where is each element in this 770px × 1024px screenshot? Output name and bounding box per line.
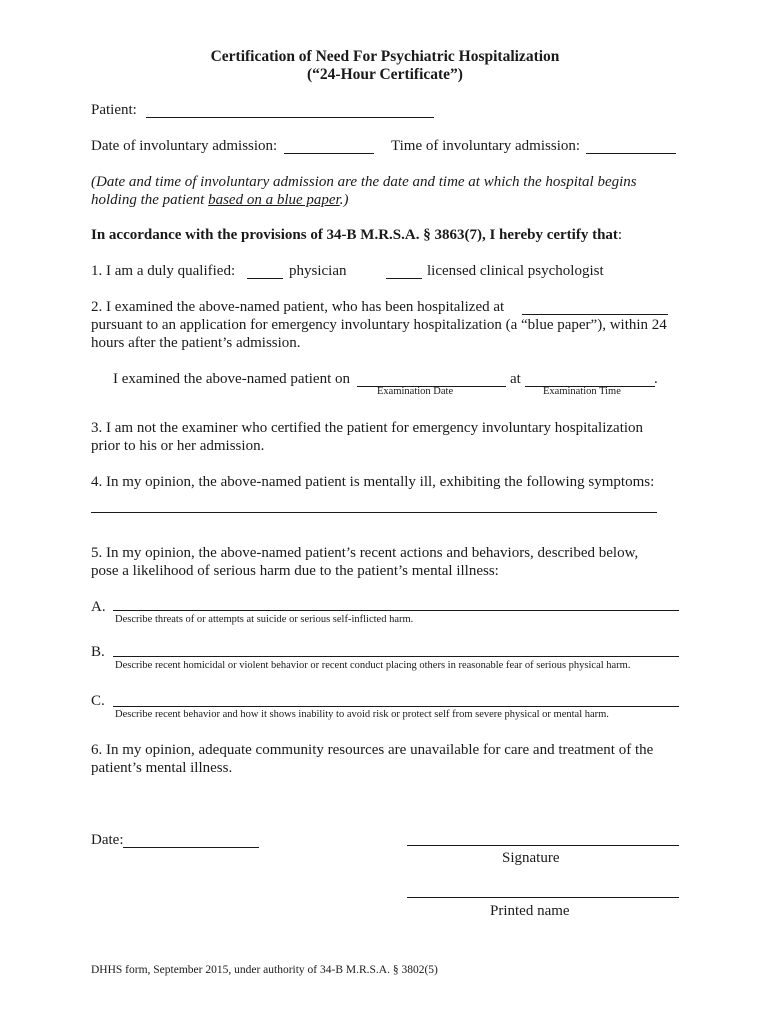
date-label: Date:: [91, 832, 124, 848]
time-admission-label: Time of involuntary admission:: [391, 138, 581, 154]
physician-checkbox-line[interactable]: [247, 278, 283, 279]
exam-date-caption: Examination Date: [377, 386, 454, 397]
exam-time-caption: Examination Time: [543, 386, 621, 397]
item2-line3: hours after the patient’s admission.: [91, 335, 301, 351]
date-field[interactable]: [123, 847, 259, 848]
item4-line1: 4. In my opinion, the above-named patient is mentally ill, exhibiting the following symptoms:: [91, 474, 655, 490]
patient-field[interactable]: [146, 117, 434, 118]
exam-period: .: [654, 371, 658, 387]
printed-name-label: Printed name: [490, 903, 570, 919]
date-admission-field[interactable]: [284, 153, 374, 154]
form-title: Certification of Need For Psychiatric Hospitalization: [210, 48, 560, 65]
certify-statement: [91, 226, 622, 244]
symptoms-field[interactable]: [91, 512, 657, 513]
item5-c-label: C.: [91, 693, 105, 709]
item5-line2: pose a likelihood of serious harm due to the patient’s mental illness:: [91, 563, 499, 579]
admission-note-line1: (Date and time of involuntary admission are the date and time at which the hospital begins: [91, 174, 637, 190]
item3-line2: prior to his or her admission.: [91, 438, 265, 454]
item3-line1: 3. I am not the examiner who certified the patient for emergency involuntary hospitalization: [91, 420, 644, 436]
patient-label: Patient:: [91, 102, 137, 118]
item5-b-field[interactable]: [113, 656, 679, 657]
item5-a-caption: Describe threats of or attempts at suicide or serious self-inflicted harm.: [115, 614, 414, 625]
exam-lead: I examined the above-named patient on: [113, 371, 350, 387]
item6-line1: 6. In my opinion, adequate community resources are unavailable for care and treatment of the: [91, 742, 654, 758]
certify-text: In accordance with the provisions of 34-B M.R.S.A. § 3863(7), I hereby certify that: [91, 227, 618, 243]
psychologist-checkbox-line[interactable]: [386, 278, 422, 279]
item2-line2: pursuant to an application for emergency involuntary hospitalization (a “blue paper”), within 24: [91, 317, 667, 333]
item2-line1: 2. I examined the above-named patient, who has been hospitalized at: [91, 299, 505, 315]
blue-paper-text: based on a blue paper: [208, 192, 340, 208]
item5-c-caption: Describe recent behavior and how it shows inability to avoid risk or protect self from severe physical or mental harm.: [115, 709, 609, 720]
form-footer: DHHS form, September 2015, under authority of 34-B M.R.S.A. § 3802(5): [91, 964, 438, 976]
certify-colon: :: [617, 227, 623, 243]
item5-c-field[interactable]: [113, 706, 679, 707]
item5-a-field[interactable]: [113, 610, 679, 611]
item6-line2: patient’s mental illness.: [91, 760, 233, 776]
time-admission-field[interactable]: [586, 153, 676, 154]
item5-b-caption: Describe recent homicidal or violent behavior or recent conduct placing others in reasonable fear of serious physical harm.: [115, 660, 631, 671]
physician-option: physician: [289, 263, 347, 279]
date-admission-label: Date of involuntary admission:: [91, 138, 278, 154]
item5-line1: 5. In my opinion, the above-named patient’s recent actions and behaviors, described below,: [91, 545, 639, 561]
item5-a-label: A.: [91, 599, 106, 615]
form-subtitle: (“24-Hour Certificate”): [307, 66, 463, 83]
printed-name-field[interactable]: [407, 897, 679, 898]
item1-lead: 1. I am a duly qualified:: [91, 263, 236, 279]
item5-b-label: B.: [91, 644, 105, 660]
signature-label: Signature: [502, 850, 560, 866]
psychologist-option: licensed clinical psychologist: [427, 263, 604, 279]
note-end-text: .): [339, 192, 349, 208]
signature-field[interactable]: [407, 845, 679, 846]
admission-note-line2: [91, 191, 348, 209]
exam-at: at: [510, 371, 521, 387]
hospital-field[interactable]: [522, 314, 668, 315]
note-text: holding the patient: [91, 192, 209, 208]
